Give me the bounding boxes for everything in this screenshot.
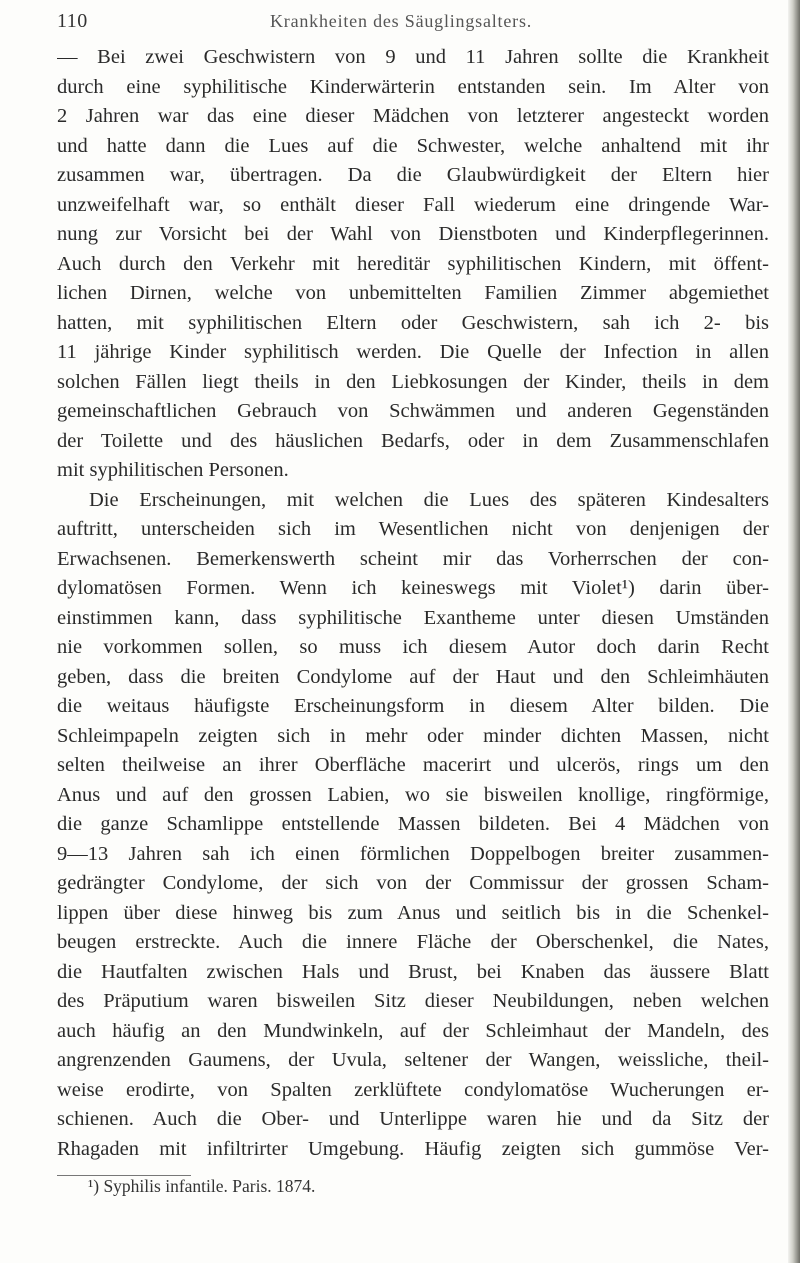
text-line: nung zur Vorsicht bei der Wahl von Dienstboten und Kinderpflegerinnen.	[57, 223, 769, 245]
text-line: die Hautfalten zwischen Hals und Brust, bei Knaben das äussere Blatt	[57, 960, 769, 983]
text-line: 11 jährige Kinder syphilitisch werden. Die Quelle der Infection in allen	[57, 341, 769, 363]
text-line: angrenzenden Gaumens, der Uvula, seltener der Wangen, weissliche, theil-	[57, 1049, 769, 1071]
text-line: solchen Fällen liegt theils in den Liebkosungen der Kinder, theils in dem	[57, 370, 769, 393]
text-line: beugen erstreckte. Auch die innere Fläche der Oberschenkel, die Nates,	[57, 931, 769, 953]
text-line: die ganze Schamlippe entstellende Massen bildeten. Bei 4 Mädchen von	[57, 813, 769, 835]
page-edge-shadow	[788, 0, 800, 1263]
text-line: Anus und auf den grossen Labien, wo sie bisweilen knollige, ringförmige,	[57, 783, 769, 806]
text-line: unzweifelhaft war, so enthält dieser Fall wiederum eine dringende War-	[57, 193, 769, 216]
text-line: gedrängter Condylome, der sich von der Commissur der grossen Scham-	[57, 872, 769, 894]
text-line: weise erodirte, von Spalten zerklüftete condylomatöse Wucherungen er-	[57, 1078, 769, 1101]
text-line: geben, dass die breiten Condylome auf der Haut und den Schleimhäuten	[57, 665, 769, 688]
text-line: schienen. Auch die Ober- und Unterlippe waren hie und da Sitz der	[57, 1108, 769, 1130]
text-line: des Präputium waren bisweilen Sitz dieser Neubildungen, neben welchen	[57, 990, 769, 1012]
text-line: mit syphilitischen Personen.	[57, 459, 289, 481]
text-line: Schleimpapeln zeigten sich in mehr oder minder dichten Massen, nicht	[57, 724, 769, 747]
body-text	[57, 43, 769, 1164]
text-line: lippen über diese hinweg bis zum Anus und seitlich bis in die Schenkel-	[57, 901, 769, 924]
page-header	[57, 10, 757, 36]
footnote: ¹) Syphilis infantile. Paris. 1874.	[88, 1176, 316, 1196]
text-line: dylomatösen Formen. Wenn ich keineswegs mit Violet¹) darin über-	[57, 577, 769, 599]
text-line: 2 Jahren war das eine dieser Mädchen von letzterer angesteckt worden	[57, 105, 769, 127]
text-line: nie vorkommen sollen, so muss ich diesem Autor doch darin Recht	[57, 636, 769, 658]
text-line: selten theilweise an ihrer Oberfläche macerirt und ulcerös, rings um den	[57, 754, 769, 776]
running-head: Krankheiten des Säuglingsalters.	[270, 11, 533, 31]
text-line: lichen Dirnen, welche von unbemittelten Familien Zimmer abgemiethet	[57, 282, 769, 304]
text-line: Die Erscheinungen, mit welchen die Lues des späteren Kindesalters	[89, 488, 769, 511]
text-line: durch eine syphilitische Kinderwärterin entstanden sein. Im Alter von	[57, 75, 769, 98]
text-line: hatten, mit syphilitischen Eltern oder Geschwistern, sah ich 2- bis	[57, 311, 769, 334]
text-line: zusammen war, übertragen. Da die Glaubwürdigkeit der Eltern hier	[57, 164, 769, 186]
text-line: und hatte dann die Lues auf die Schwester, welche anhaltend mit ihr	[57, 134, 769, 157]
text-line: 9—13 Jahren sah ich einen förmlichen Doppelbogen breiter zusammen-	[57, 842, 769, 865]
text-line: Erwachsenen. Bemerkenswerth scheint mir das Vorherrschen der con-	[57, 547, 769, 570]
text-line: die weitaus häufigste Erscheinungsform in diesem Alter bilden. Die	[57, 695, 769, 717]
text-line: Auch durch den Verkehr mit hereditär syphilitischen Kindern, mit öffent-	[57, 252, 769, 275]
text-line: — Bei zwei Geschwistern von 9 und 11 Jahren sollte die Krankheit	[57, 46, 769, 68]
text-line: auftritt, unterscheiden sich im Wesentlichen nicht von denjenigen der	[57, 518, 769, 540]
text-line: Rhagaden mit infiltrirter Umgebung. Häufig zeigten sich gummöse Ver-	[57, 1137, 769, 1160]
text-line: einstimmen kann, dass syphilitische Exantheme unter diesen Umständen	[57, 606, 769, 629]
text-line: gemeinschaftlichen Gebrauch von Schwämmen und anderen Gegenständen	[57, 400, 769, 422]
page-number: 110	[57, 10, 88, 32]
text-line: auch häufig an den Mundwinkeln, auf der Schleimhaut der Mandeln, des	[57, 1019, 769, 1042]
text-line: der Toilette und des häuslichen Bedarfs, oder in dem Zusammenschlafen	[57, 429, 769, 452]
